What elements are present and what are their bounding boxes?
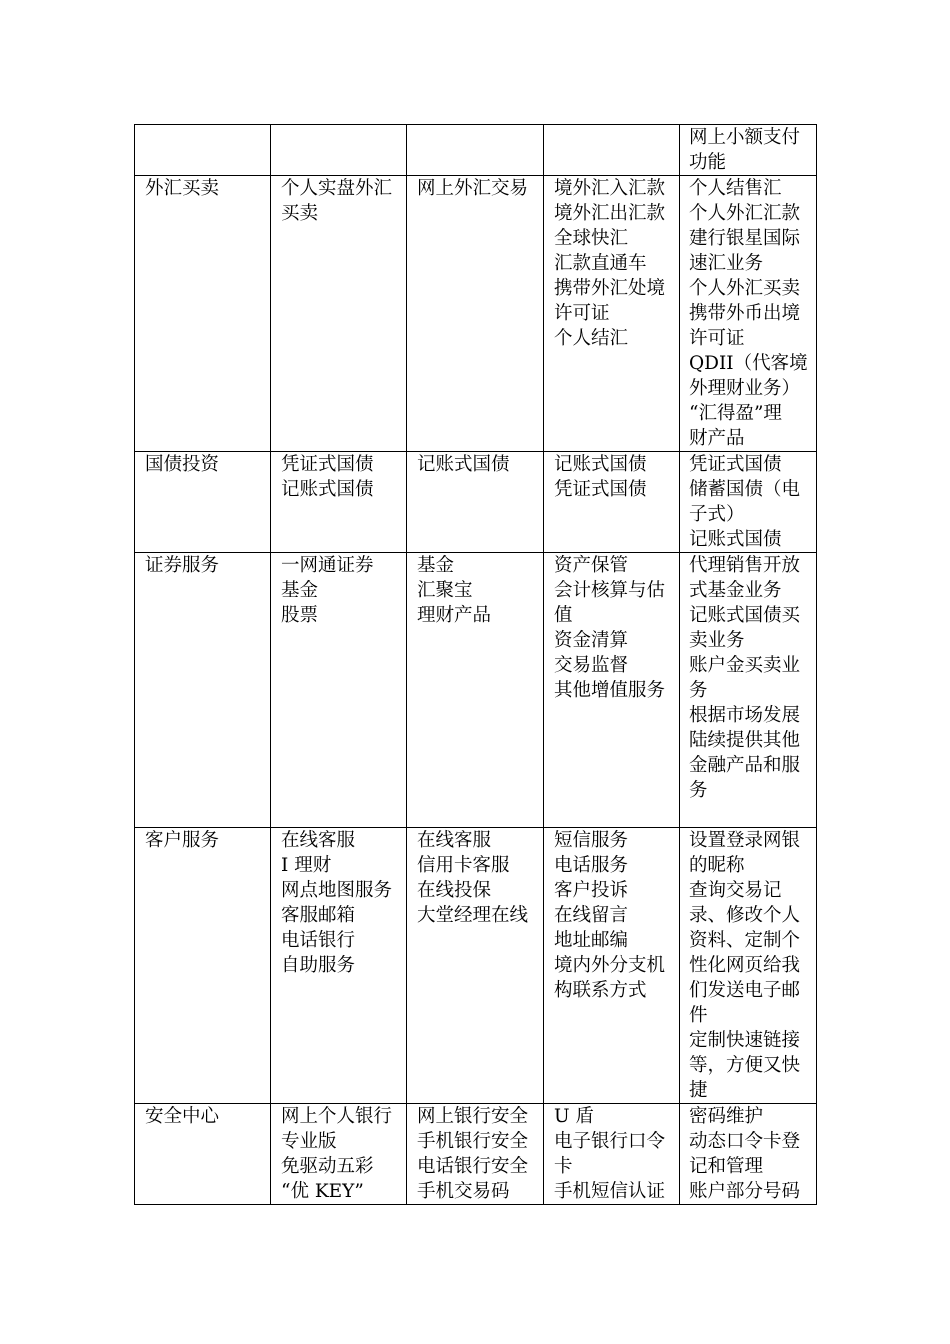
service-item: 地址邮编 [554,930,629,951]
service-item: 个人结汇 [554,328,629,349]
category-label: 证券服务 [145,555,220,576]
service-item: 卖业务 [689,630,745,651]
service-cell [271,828,407,1104]
service-item: 许可证 [554,303,610,324]
service-item: 财产品 [689,428,745,449]
service-item: 外理财业务） [689,378,801,399]
service-item: 网上个人银行 [281,1106,393,1127]
table-row [135,176,817,452]
service-item: 网上银行安全 [417,1106,529,1127]
service-item: 务 [689,680,708,701]
service-item: 电话银行 [281,930,356,951]
service-item: 捷 [689,1080,708,1101]
table-row [135,553,817,828]
category-label: 外汇买卖 [145,178,220,199]
service-item: 功能 [689,152,727,173]
category-cell [135,125,271,176]
service-item: 交易监督 [554,655,629,676]
service-item: 基金 [281,580,319,601]
service-item: 记账式国债 [281,479,374,500]
service-item: 自助服务 [281,955,356,976]
category-label: 客户服务 [145,830,220,851]
service-item: 务 [689,780,708,801]
service-item: 全球快汇 [554,228,629,249]
service-item: “汇得盈”理 [689,403,782,424]
service-item: 记账式国债 [417,454,510,475]
service-item: 汇款直通车 [554,253,647,274]
service-item: 记账式国债 [689,529,782,550]
service-item: 买卖 [281,203,319,224]
service-item: 电话银行安全 [417,1156,529,1177]
service-item: 网上小额支付 [689,127,801,148]
service-item: 储蓄国债（电 [689,479,801,500]
service-item: 手机交易码 [417,1181,510,1202]
service-item: 个人外汇买卖 [689,278,801,299]
service-item: 电子银行口令 [554,1131,666,1152]
service-item: 金融产品和服 [689,755,801,776]
table-row [135,1104,817,1205]
category-label: 安全中心 [145,1106,220,1127]
service-item: 值 [554,605,573,626]
service-item: 账户金买卖业 [689,655,801,676]
service-item: 资料、定制个 [689,930,801,951]
service-item: 境外汇出汇款 [554,203,666,224]
service-item: 动态口令卡登 [689,1131,801,1152]
service-item: 记和管理 [689,1156,764,1177]
service-cell [407,176,544,452]
service-cell [544,1104,680,1205]
service-cell [544,176,680,452]
service-item: 个人实盘外汇 [281,178,393,199]
category-label: 国债投资 [145,454,220,475]
service-item: 会计核算与估 [554,580,666,601]
service-item: 境内外分支机 [554,955,666,976]
service-item: 短信服务 [554,830,629,851]
category-cell [135,1104,271,1205]
service-item: 携带外汇处境 [554,278,666,299]
service-cell [407,553,544,828]
service-item: 专业版 [281,1131,337,1152]
service-item: 建行银星国际 [689,228,801,249]
service-item: QDII（代客境 [689,353,808,374]
service-cell [680,1104,817,1205]
service-item: 大堂经理在线 [417,905,529,926]
service-item: 凭证式国债 [554,479,647,500]
service-item: 记账式国债 [554,454,647,475]
category-cell [135,176,271,452]
service-item: 件 [689,1005,708,1026]
service-item: 携带外币出境 [689,303,801,324]
service-cell [544,125,680,176]
service-item: 设置登录网银 [689,830,801,851]
service-item: 网上外汇交易 [417,178,529,199]
service-item: 资金清算 [554,630,629,651]
table-body [135,125,817,1205]
service-item: 网点地图服务 [281,880,393,901]
service-item: 电话服务 [554,855,629,876]
service-cell [271,176,407,452]
service-item: 许可证 [689,328,745,349]
service-cell [680,452,817,553]
service-cell [680,553,817,828]
service-comparison-table [134,124,817,1205]
service-cell [544,553,680,828]
service-item: 客服邮箱 [281,905,356,926]
service-item: 在线留言 [554,905,629,926]
service-item: 代理销售开放 [689,555,801,576]
service-cell [407,452,544,553]
service-cell [271,1104,407,1205]
service-item: 查询交易记 [689,880,782,901]
service-cell [407,125,544,176]
service-item: 基金 [417,555,455,576]
service-item: 的昵称 [689,855,745,876]
service-cell [407,828,544,1104]
service-cell [407,1104,544,1205]
service-item: 性化网页给我 [689,955,801,976]
service-item: 等，方便又快 [689,1055,801,1076]
service-item: 速汇业务 [689,253,764,274]
service-item: 其他增值服务 [554,680,666,701]
service-cell [271,553,407,828]
service-item: 手机银行安全 [417,1131,529,1152]
service-cell [680,176,817,452]
table-row [135,125,817,176]
service-item: 陆续提供其他 [689,730,801,751]
service-cell [271,452,407,553]
service-item: 式基金业务 [689,580,782,601]
category-cell [135,452,271,553]
service-item: 客户投诉 [554,880,629,901]
service-item: 手机短信认证 [554,1181,666,1202]
service-item: 密码维护 [689,1106,764,1127]
service-item: 股票 [281,605,319,626]
service-item: 个人结售汇 [689,178,782,199]
service-item: 在线客服 [417,830,492,851]
service-cell [544,828,680,1104]
service-item: 根据市场发展 [689,705,801,726]
service-item: 凭证式国债 [281,454,374,475]
service-item: 凭证式国债 [689,454,782,475]
service-item: I 理财 [281,855,332,876]
service-item: 账户部分号码 [689,1181,801,1202]
service-item: 构联系方式 [554,980,647,1001]
category-cell [135,553,271,828]
service-item: 信用卡客服 [417,855,510,876]
service-item: 个人外汇汇款 [689,203,801,224]
service-item: 境外汇入汇款 [554,178,666,199]
table-row [135,452,817,553]
service-item: 汇聚宝 [417,580,473,601]
service-item: “优 KEY” [281,1181,364,1202]
service-cell [271,125,407,176]
service-item: 理财产品 [417,605,492,626]
service-item: 免驱动五彩 [281,1156,374,1177]
service-item: 记账式国债买 [689,605,801,626]
service-item: 子式） [689,504,745,525]
service-item: 录、修改个人 [689,905,801,926]
service-cell [680,125,817,176]
service-cell [544,452,680,553]
service-item: 定制快速链接 [689,1030,801,1051]
service-item: 资产保管 [554,555,629,576]
service-cell [680,828,817,1104]
service-item: U 盾 [554,1106,594,1127]
service-item: 在线投保 [417,880,492,901]
table-row [135,828,817,1104]
service-item: 们发送电子邮 [689,980,801,1001]
service-item: 卡 [554,1156,573,1177]
category-cell [135,828,271,1104]
service-item: 在线客服 [281,830,356,851]
service-item: 一网通证券 [281,555,374,576]
